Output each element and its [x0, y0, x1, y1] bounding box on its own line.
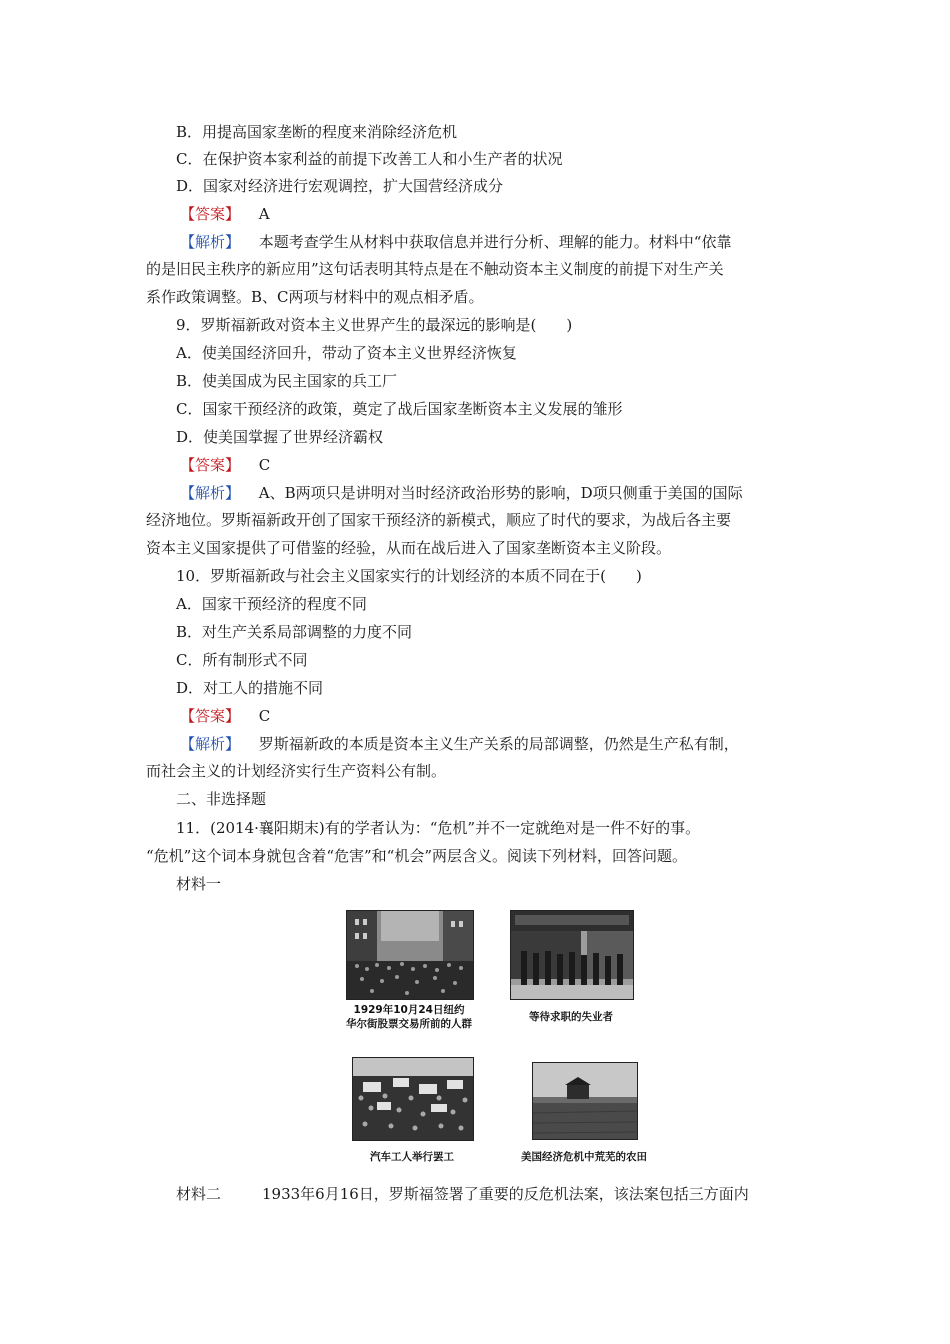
q8-explain-line-2: 的是旧民主秩序的新应用”这句话表明其特点是在不触动资本主义制度的前提下对生产关	[146, 260, 724, 278]
q9-explain-line-1	[180, 482, 743, 504]
q9-option-b: B．使美国成为民主国家的兵工厂	[176, 372, 398, 390]
answer-value: C	[258, 707, 271, 725]
q10-option-b: B．对生产关系局部调整的力度不同	[176, 623, 413, 641]
material-2-label: 材料二	[176, 1185, 222, 1203]
photo-3-caption: 汽车工人举行罢工	[370, 1151, 454, 1163]
q8-explain-line-3: 系作政策调整。B、C两项与材料中的观点相矛盾。	[146, 288, 484, 306]
photo-1-caption	[336, 1003, 482, 1031]
caption-line: 华尔街股票交易所前的人群	[346, 1018, 472, 1030]
q10-option-d: D．对工人的措施不同	[176, 679, 324, 697]
q10-explain-line-1	[180, 733, 739, 755]
section-heading: 二、非选择题	[176, 790, 267, 808]
photo-4-caption: 美国经济危机中荒芜的农田	[521, 1151, 647, 1163]
q10-option-a: A．国家干预经济的程度不同	[176, 595, 367, 613]
q9-explain-line-2: 经济地位。罗斯福新政开创了国家干预经济的新模式，顺应了时代的要求，为战后各主要	[146, 511, 732, 529]
explain-tag: 【解析】	[180, 484, 241, 502]
photo-unemployed-line	[510, 910, 634, 1000]
q9-explain-line-3: 资本主义国家提供了可借鉴的经验，从而在战后进入了国家垄断资本主义阶段。	[146, 539, 672, 557]
q8-option-c: C．在保护资本家利益的前提下改善工人和小生产者的状况	[176, 150, 563, 168]
q11-stem-line-2: “危机”这个词本身就包含着“危害”和“机会”两层含义。阅读下列材料，回答问题。	[146, 847, 688, 865]
q9-answer	[180, 454, 270, 476]
explain-tag: 【解析】	[180, 735, 241, 753]
q10-stem: 10．罗斯福新政与社会主义国家实行的计划经济的本质不同在于( )	[176, 567, 642, 585]
q8-option-d: D．国家对经济进行宏观调控，扩大国营经济成分	[176, 177, 504, 195]
q11-stem-line-1: 11．(2014·襄阳期末)有的学者认为：“危机”并不一定就绝对是一件不好的事。	[176, 819, 701, 837]
q10-option-c: C．所有制形式不同	[176, 651, 308, 669]
queue-image	[511, 911, 633, 999]
material-2-text: 1933年6月16日，罗斯福签署了重要的反危机法案，该法案包括三方面内	[262, 1185, 749, 1203]
crowd-image	[347, 911, 473, 999]
q10-answer	[180, 705, 270, 727]
answer-value: A	[258, 205, 270, 223]
strike-image	[353, 1058, 473, 1140]
q8-explain-line-1	[180, 231, 731, 253]
photo-barren-farmland	[532, 1062, 638, 1140]
answer-tag: 【答案】	[180, 456, 241, 474]
q9-stem: 9．罗斯福新政对资本主义世界产生的最深远的影响是( )	[176, 316, 573, 334]
explain-text: 罗斯福新政的本质是资本主义生产关系的局部调整，仍然是生产私有制，	[258, 735, 739, 753]
farmland-image	[533, 1063, 637, 1139]
q9-option-c: C．国家干预经济的政策，奠定了战后国家垄断资本主义发展的雏形	[176, 400, 623, 418]
explain-tag: 【解析】	[180, 233, 241, 251]
q9-option-a: A．使美国经济回升，带动了资本主义世界经济恢复	[176, 344, 517, 362]
q8-answer	[180, 203, 270, 225]
material-1-label: 材料一	[176, 875, 222, 893]
explain-text: 本题考查学生从材料中获取信息并进行分析、理解的能力。材料中“依靠	[258, 233, 732, 251]
q10-explain-line-2: 而社会主义的计划经济实行生产资料公有制。	[146, 762, 447, 780]
explain-text: A、B两项只是讲明对当时经济政治形势的影响，D项只侧重于美国的国际	[258, 484, 743, 502]
answer-tag: 【答案】	[180, 707, 241, 725]
photo-2-caption: 等待求职的失业者	[529, 1011, 613, 1023]
answer-value: C	[258, 456, 271, 474]
q8-option-b: B．用提高国家垄断的程度来消除经济危机	[176, 123, 458, 141]
caption-line: 1929年10月24日纽约	[353, 1004, 465, 1016]
q9-option-d: D．使美国掌握了世界经济霸权	[176, 428, 384, 446]
photo-auto-workers-strike	[352, 1057, 474, 1141]
photo-wall-street-crowd	[346, 910, 474, 1000]
answer-tag: 【答案】	[180, 205, 241, 223]
